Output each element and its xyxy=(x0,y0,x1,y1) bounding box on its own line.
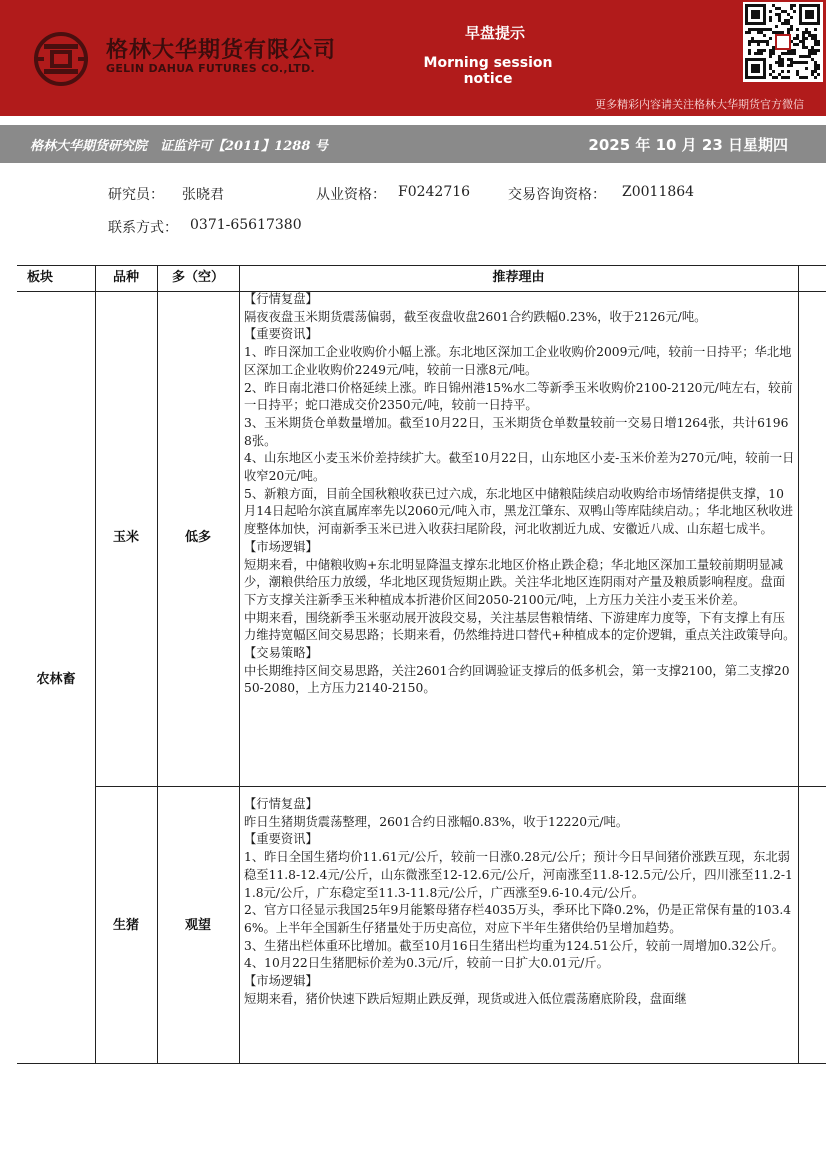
consult-label: 交易咨询资格： xyxy=(508,187,606,203)
header-direction: 多（空） xyxy=(171,270,224,285)
header-sector: 板块 xyxy=(26,270,53,285)
section-heading: 【重要资讯】 xyxy=(244,832,318,847)
subheader-band xyxy=(0,125,826,163)
reason-paragraph: 3、生猪出栏体重环比增加。截至10月16日生猪出栏均重为124.51公斤，较前一周增加0.32公斤。 xyxy=(244,938,784,953)
section-heading: 【交易策略】 xyxy=(244,646,318,661)
reason-paragraph: 3、玉米期货仓单数量增加。截至10月22日，玉米期货仓单数量较前一交易日增1264张，共计61968张。 xyxy=(244,415,789,448)
report-date: 2025 年 10 月 23 日星期四 xyxy=(588,136,788,154)
section-heading: 【市场逻辑】 xyxy=(244,974,318,989)
reason-cell-corn xyxy=(244,291,796,698)
section-heading: 【行情复盘】 xyxy=(244,797,318,811)
report-title-en: Morning session notice xyxy=(423,55,553,87)
reason-paragraph: 短期来看，猪价快速下跌后短期止跌反弹，现货或进入低位震荡磨底阶段，盘面继 xyxy=(244,991,687,1006)
header-banner xyxy=(0,0,826,116)
report-title-cn: 早盘提示 xyxy=(464,24,525,42)
reason-paragraph: 中期来看，围绕新季玉米驱动展开波段交易，关注基层售粮情绪、下游建库力度等，下有支撑上有压力维持宽幅区间交易思路；长期来看，仍然维持进口替代+种植成本的定价逻辑，重点关注政策导向。 xyxy=(244,610,796,643)
reason-paragraph: 2、官方口径显示我国25年9月能繁母猪存栏4035万头，季环比下降0.2%，仍是正常保有量的103.46%。上半年全国新生仔猪量处于历史高位，对应下半年生猪供给仍呈增加趋势。 xyxy=(244,903,792,935)
reason-paragraph: 隔夜夜盘玉米期货震荡偏弱，截至夜盘收盘2601合约跌幅0.23%，收于2126元/吨。 xyxy=(244,309,707,324)
header-reason: 推荐理由 xyxy=(492,270,545,285)
reason-paragraph: 1、昨日深加工企业收购价小幅上涨。东北地区深加工企业收购价2009元/吨，较前一日持平；华北地区深加工企业收购价2249元/吨，较前一日涨8元/吨。 xyxy=(244,345,792,377)
contact-phone: 0371-65617380 xyxy=(190,217,302,233)
reason-paragraph: 1、昨日全国生猪均价11.61元/公斤，较前一日涨0.28元/公斤；预计今日早间猪价涨跌互现，东北弱稳至11.8-12.4元/公斤，山东微涨至12-12.6元/公斤，河南涨至11.8-12.5元/公斤，四川涨至11.2-11.8元/公斤，广东稳定至11.3-11.8元/公斤，广西涨至9.6-10.4元/公斤。 xyxy=(244,850,793,900)
direction-cell-hog: 观望 xyxy=(184,918,211,933)
company-name-cn: 格林大华期货有限公司 xyxy=(106,38,337,63)
direction-cell-corn: 低多 xyxy=(184,530,211,545)
reason-paragraph: 5、新粮方面，目前全国秋粮收获已过六成，东北地区中储粮陆续启动收购给市场情绪提供支撑，10月14日起哈尔滨直属库率先以2060元/吨入市，黑龙江肇东、双鸭山等库陆续启动。；华北地区秋收进度整体加快，河南新季玉米已进入收获扫尾阶段，河北收割近九成、安徽近八成、山东超七成半。 xyxy=(244,486,794,537)
researcher-name: 张晓君 xyxy=(182,187,224,203)
wechat-follow-note: 更多精彩内容请关注格林大华期货官方微信 xyxy=(595,98,804,111)
reason-paragraph: 昨日生猪期货震荡整理，2601合约日涨幅0.83%，收于12220元/吨。 xyxy=(244,814,629,829)
reason-paragraph: 短期来看，中储粮收购+东北明显降温支撑东北地区价格止跌企稳；华北地区深加工量较前期明显减少，潮粮供给压力放缓，华北地区现货短期止跌。关注华北地区连阴雨对产量及粮质影响程度。盘面下方支撑关注新季玉米种植成本折港价区间2050-2100元/吨，上方压力关注小麦玉米价差。 xyxy=(244,557,786,607)
consult-number: Z0011864 xyxy=(622,184,695,200)
sector-cell: 农林畜 xyxy=(36,672,76,687)
company-name-en: GELIN DAHUA FUTURES CO.,LTD. xyxy=(106,62,316,75)
section-heading: 【市场逻辑】 xyxy=(244,539,318,554)
reason-paragraph: 4、山东地区小麦玉米价差持续扩大。截至10月22日，山东地区小麦-玉米价差为270元/吨，较前一日收窄20元/吨。 xyxy=(244,451,795,484)
reason-cell-hog xyxy=(244,796,796,1008)
qr-code-icon xyxy=(743,2,823,82)
recommendation-table xyxy=(17,265,826,1064)
reason-paragraph: 中长期维持区间交易思路，关注2601合约回调验证支撑后的低多机会，第一支撑2100，第二支撑2050-2080，上方压力2140-2150。 xyxy=(244,663,790,696)
qualification-number: F0242716 xyxy=(398,184,471,200)
company-logo-icon xyxy=(30,32,92,86)
section-heading: 【重要资讯】 xyxy=(244,327,318,342)
reason-paragraph: 4、10月22日生猪肥标价差为0.3元/斤，较前一日扩大0.01元/斤。 xyxy=(244,956,609,971)
institute-license: 格林大华期货研究院 证监许可【2011】1288 号 xyxy=(30,139,328,154)
section-heading: 【行情复盘】 xyxy=(244,292,318,306)
contact-label: 联系方式： xyxy=(108,220,178,236)
qualification-label: 从业资格： xyxy=(316,187,386,203)
header-variety: 品种 xyxy=(112,270,139,285)
variety-cell-hog: 生猪 xyxy=(112,918,139,933)
researcher-label: 研究员： xyxy=(108,187,164,203)
reason-paragraph: 2、昨日南北港口价格延续上涨。昨日锦州港15%水二等新季玉米收购价2100-2120元/吨左右，较前一日持平；蛇口港成交价2350元/吨，较前一日持平。 xyxy=(244,380,793,413)
variety-cell-corn: 玉米 xyxy=(112,530,139,545)
